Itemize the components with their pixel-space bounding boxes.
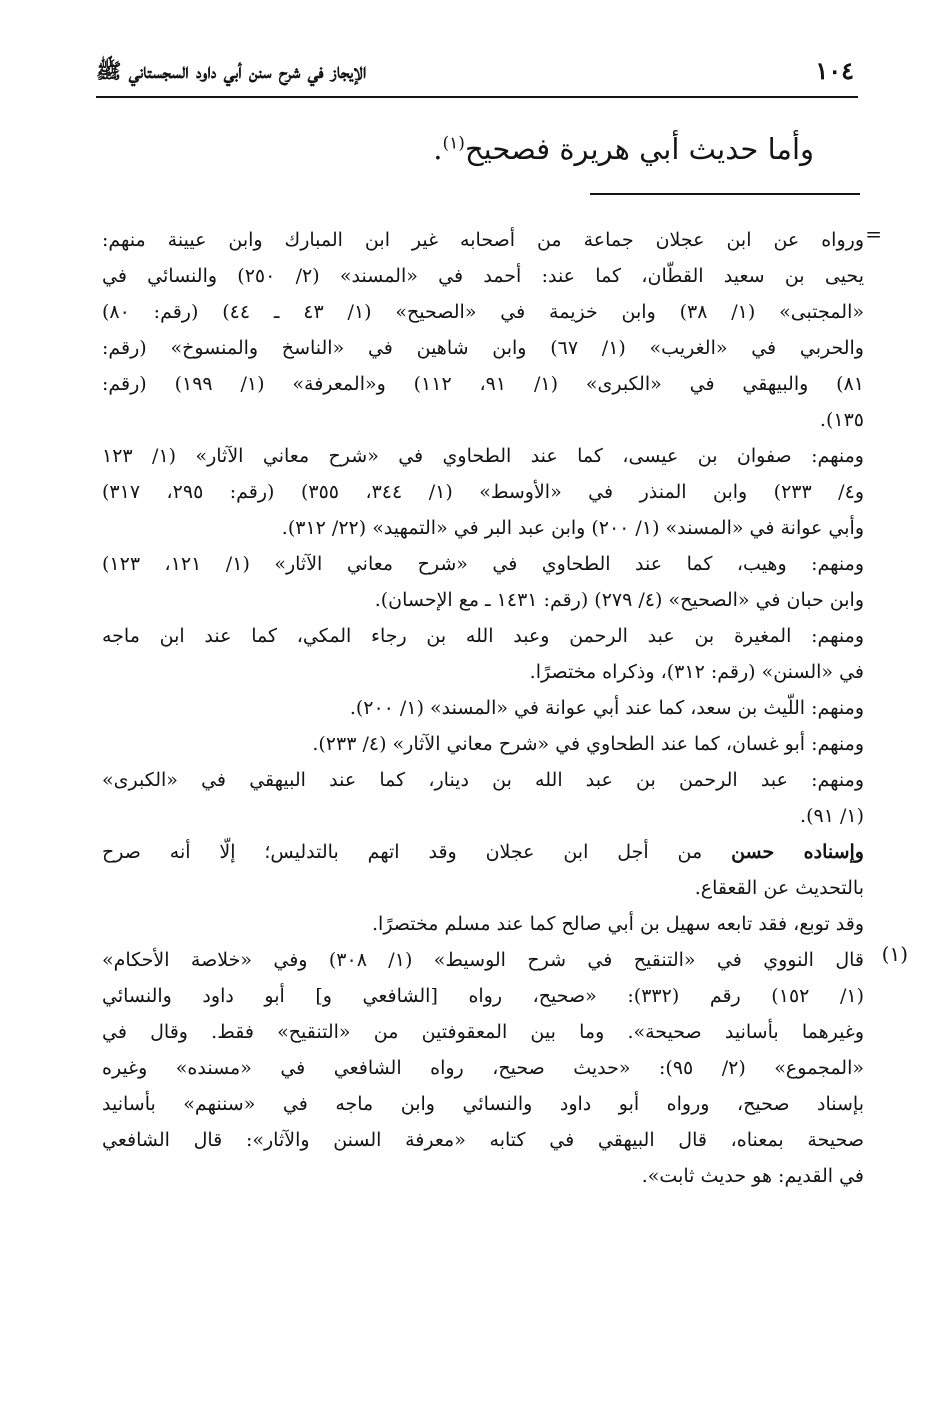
footnote-line	[102, 654, 864, 690]
footnote-line	[102, 726, 864, 762]
footnote-line	[102, 258, 864, 294]
footnote-marker: (١)	[881, 942, 908, 966]
footnote-line	[102, 798, 864, 834]
footnote-line	[102, 618, 864, 654]
footnote-line-text: ومنهم: وهيب، كما عند الطحاوي في «شرح معاني الآثار» (١/ ١٢١، ١٢٣)	[102, 553, 865, 575]
footnote-line-text: «المجتبى» (١/ ٣٨) وابن خزيمة في «الصحيح» (١/ ٤٣ ـ ٤٤) (رقم: ٨٠)	[102, 301, 864, 323]
page-number: ١٠٤	[815, 56, 854, 85]
footnote-reference: (١)	[442, 133, 465, 154]
footnote-line	[102, 546, 864, 582]
footnote-paragraph	[102, 834, 864, 906]
footnote-line	[102, 474, 864, 510]
footnote-paragraph	[102, 618, 864, 690]
footnote-line-text: وأبي عوانة في «المسند» (١/ ٢٠٠) وابن عبد البر في «التمهيد» (٢٢/ ٣١٢).	[281, 517, 864, 539]
footnote-paragraph	[102, 438, 864, 546]
footnote-line	[102, 870, 864, 906]
footnotes	[102, 222, 908, 1194]
footnote-line	[102, 942, 864, 978]
footnote-line-text: ٨١) والبيهقي في «الكبرى» (١/ ٩١، ١١٢) و«المعرفة» (١/ ١٩٩) (رقم:	[102, 373, 864, 395]
footnote-separator	[590, 193, 860, 195]
footnote-paragraph	[102, 690, 864, 726]
footnote-line	[102, 690, 864, 726]
footnote-line-text: بإسناد صحيح، ورواه أبو داود والنسائي وابن ماجه في «سننهم» بأسانيد	[102, 1093, 864, 1115]
footnote-line	[102, 582, 864, 618]
footnote-line-text: وقد توبع، فقد تابعه سهيل بن أبي صالح كما عند مسلم مختصرًا.	[372, 913, 864, 935]
footnote-line-text: يحيى بن سعيد القطّان، كما عند: أحمد في «المسند» (٢/ ٢٥٠) والنسائي في	[102, 265, 864, 287]
main-sentence: وأما حديث أبي هريرة فصحيح	[464, 132, 814, 166]
bold-lead: وإسناده حسن	[731, 841, 864, 863]
footnote-line-text: و٤/ ٢٣٣) وابن المنذر في «الأوسط» (١/ ٣٤٤، ٣٥٥) (رقم: ٢٩٥، ٣١٧)	[102, 481, 864, 503]
footnote-line-text: من أجل ابن عجلان وقد اتهم بالتدليس؛ إلّا أنه صرح	[102, 841, 732, 863]
footnote-line-text: «المجموع» (٢/ ٩٥): «حديث صحيح، رواه الشافعي في «مسنده» وغيره	[102, 1057, 865, 1079]
footnote-line-text: قال النووي في «التنقيح في شرح الوسيط» (١/ ٣٠٨) وفي «خلاصة الأحكام»	[102, 949, 864, 971]
footnote-line	[102, 1086, 864, 1122]
footnote-line	[102, 438, 864, 474]
footnote-line-text: ومنهم: صفوان بن عيسى، كما عند الطحاوي في «شرح معاني الآثار» (١/ ١٢٣	[102, 445, 864, 467]
footnote-line-text: (١/ ٩١).	[800, 805, 864, 827]
footnote-line	[102, 978, 864, 1014]
running-title: الإيجاز في شرح سنن أبي داود السجستاني ﷺ	[96, 58, 367, 83]
footnote-line-text: ومنهم: المغيرة بن عبد الرحمن وعبد الله بن رجاء المكي، كما عند ابن ماجه	[102, 625, 864, 647]
footnote-line-text: وابن حبان في «الصحيح» (٤/ ٢٧٩) (رقم: ١٤٣١ ـ مع الإحسان).	[374, 589, 864, 611]
footnote-line	[102, 294, 864, 330]
footnote-line-text: والحربي في «الغريب» (١/ ٦٧) وابن شاهين في «الناسخ والمنسوخ» (رقم:	[102, 337, 864, 359]
main-end-mark: .	[433, 132, 443, 166]
footnote-paragraph	[102, 726, 864, 762]
footnote-line-text: في القديم: هو حديث ثابت».	[641, 1165, 864, 1187]
footnote-line	[102, 330, 864, 366]
footnote-paragraph	[102, 906, 864, 942]
footnote-line	[102, 1050, 864, 1086]
footnote-paragraph	[102, 546, 864, 618]
footnote-line-text: ومنهم: عبد الرحمن بن عبد الله بن دينار، كما عند البيهقي في «الكبرى»	[102, 769, 864, 791]
footnote-line	[102, 834, 864, 870]
footnote-line-text: ورواه عن ابن عجلان جماعة من أصحابه غير ابن المبارك وابن عيينة منهم:	[102, 229, 864, 251]
footnote-line	[102, 402, 864, 438]
footnote-paragraph	[102, 942, 908, 1194]
main-text	[433, 132, 814, 166]
footnote-line	[102, 1014, 864, 1050]
page-header	[96, 52, 854, 94]
footnote-paragraph	[102, 222, 864, 438]
header-rule	[96, 96, 858, 98]
footnote-line-text: وغيرهما بأسانيد صحيحة». وما بين المعقوفتين من «التنقيح» فقط. وقال في	[102, 1021, 864, 1043]
footnote-line-text: (١/ ١٥٢) رقم (٣٣٢): «صحيح، رواه [الشافعي و] أبو داود والنسائي	[102, 985, 864, 1007]
continuation-mark: =	[865, 222, 882, 246]
footnote-line-text: صحيحة بمعناه، قال البيهقي في كتابه «معرفة السنن والآثار»: قال الشافعي	[102, 1129, 864, 1151]
footnote-line	[102, 1158, 864, 1194]
footnote-paragraph	[102, 762, 864, 834]
footnote-line-text: في «السنن» (رقم: ٣١٢)، وذكراه مختصرًا.	[529, 661, 864, 683]
footnote-line-text: ١٣٥).	[819, 409, 864, 431]
footnote-line	[102, 366, 864, 402]
footnote-line	[102, 222, 864, 258]
footnote-line	[102, 1122, 864, 1158]
footnote-line-text: ومنهم: أبو غسان، كما عند الطحاوي في «شرح معاني الآثار» (٤/ ٢٣٣).	[312, 733, 864, 755]
footnote-line-text: ومنهم: اللّيث بن سعد، كما عند أبي عوانة في «المسند» (١/ ٢٠٠).	[349, 697, 864, 719]
footnote-line	[102, 762, 864, 798]
footnote-line-text: بالتحديث عن القعقاع.	[694, 877, 864, 899]
footnote-line	[102, 510, 864, 546]
footnote-line	[102, 906, 864, 942]
